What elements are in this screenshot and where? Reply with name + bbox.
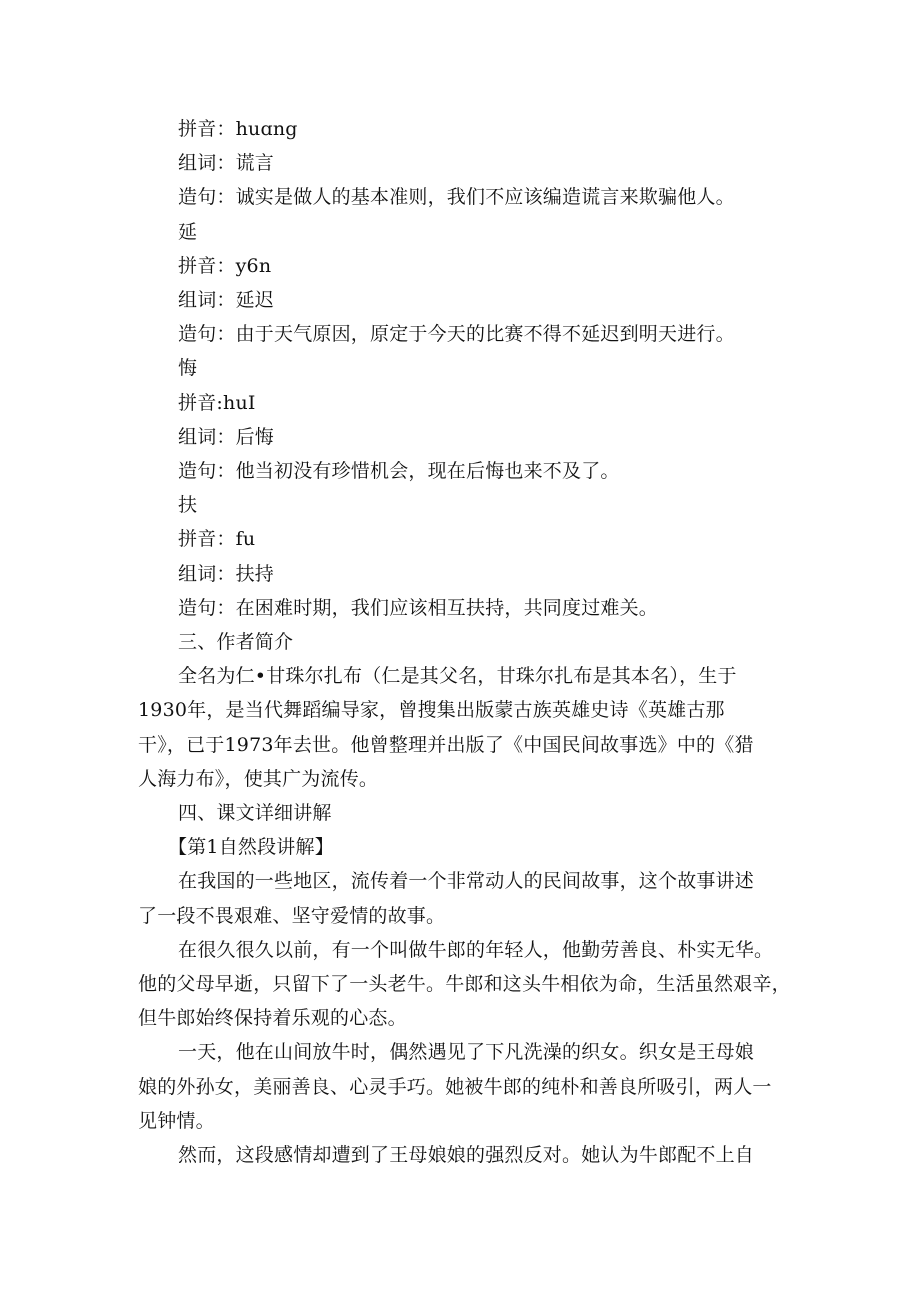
document-body [138,112,810,1172]
paragraph-line: 全名为仁•甘珠尔扎布（仁是其父名，甘珠尔扎布是其本名），生于 [178,665,737,688]
pinyin-line: 拼音：y6n [178,254,272,277]
paragraph-line: 见钟情。 [138,1109,215,1132]
pinyin-line: 拼音：huɑng [178,118,298,140]
paragraph-line: 娘的外孙女，美丽善良、心灵手巧。她被牛郎的纯朴和善良所吸引，两人一 [138,1075,772,1098]
paragraph [138,933,810,1036]
section-heading-explanation: 四、课文详细讲解 [178,802,332,825]
word-line: 组词：扶持 [178,562,275,585]
sentence-line: 造句：诚实是做人的基本准则，我们不应该编造谎言来欺骗他人。 [178,186,735,209]
paragraph [138,1138,810,1172]
paragraph-line: 然而，这段感情却遭到了王母娘娘的强烈反对。她认为牛郎配不上自 [178,1144,755,1167]
vocab-character: 延 [178,220,198,243]
sentence-line: 造句：由于天气原因，原定于今天的比赛不得不延迟到明天进行。 [178,323,735,346]
paragraph-line: 了一段不畏艰难、坚守爱情的故事。 [138,904,446,927]
subsection-heading: 【第1自然段讲解】 [168,836,334,859]
paragraph-line: 但牛郎始终保持着乐观的心态。 [138,1007,407,1030]
paragraph-line: 人海力布》，使其广为流传。 [138,767,379,790]
paragraph-line: 在我国的一些地区，流传着一个非常动人的民间故事，这个故事讲述 [178,870,755,893]
pinyin-line: 拼音：fu [178,528,256,551]
paragraph [138,864,810,932]
paragraph-line: 一天，他在山间放牛时，偶然遇见了下凡洗澡的织女。织女是王母娘 [178,1041,755,1064]
section-heading-author: 三、作者简介 [178,631,294,654]
vocab-character: 悔 [178,357,198,380]
paragraph-line: 他的父母早逝，只留下了一头老牛。牛郎和这头牛相依为命，生活虽然艰辛， [138,973,791,996]
paragraph-line: 干》，已于1973年去世。他曾整理并出版了《中国民间故事选》中的《猎 [138,733,754,756]
word-line: 组词：延迟 [178,289,275,312]
paragraph-line: 1930年，是当代舞蹈编导家，曾搜集出版蒙古族英雄史诗《英雄古那 [138,699,725,722]
paragraph [138,1035,810,1138]
word-line: 组词：谎言 [178,152,275,175]
sentence-line: 造句：在困难时期，我们应该相互扶持，共同度过难关。 [178,596,659,619]
pinyin-line: 拼音:huI [178,391,256,414]
sentence-line: 造句：他当初没有珍惜机会，现在后悔也来不及了。 [178,460,620,483]
paragraph-line: 在很久很久以前，有一个叫做牛郎的年轻人，他勤劳善良、朴实无华。 [178,938,774,961]
author-paragraph [138,659,810,796]
vocab-character: 扶 [178,494,198,517]
word-line: 组词：后悔 [178,425,275,448]
